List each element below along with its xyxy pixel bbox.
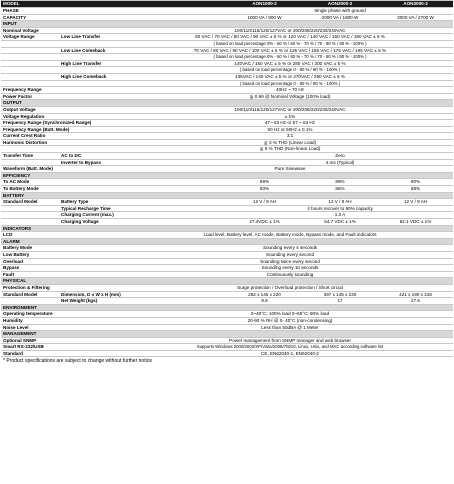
alarm-battery-row	[1, 245, 453, 252]
low-comeback-label: Low Line Comeback	[59, 47, 127, 54]
section-battery	[1, 192, 453, 199]
transfer-time-label: Transfer Time	[1, 153, 59, 160]
weight-1: 9.8	[227, 298, 302, 305]
op-temp-label: Operating temperature	[1, 311, 127, 318]
battery-type-row	[1, 199, 453, 206]
standard-row	[1, 350, 453, 357]
eff-batt-1: 83%	[227, 186, 302, 193]
snmp-row	[1, 337, 453, 344]
waveform-row	[1, 166, 453, 173]
recharge-label: Typical Recharge Time	[59, 205, 227, 212]
phase-label: PHASE	[1, 8, 227, 15]
harmonic-nonlinear: ≦ 6 % THD (Non-linear Load)	[127, 146, 453, 153]
section-alarm	[1, 238, 453, 245]
eff-ac-1: 88%	[227, 179, 302, 186]
battery-type-2: 12 V / 9 AH	[302, 199, 378, 206]
humidity-label: Humidity	[1, 317, 127, 324]
header-row	[1, 1, 453, 8]
section-physical	[1, 278, 453, 285]
physical-model-label: Standard Model	[1, 291, 59, 298]
charge-voltage-2: 54.7 VDC ± 1%	[302, 219, 378, 226]
alarm-battery-label: Battery Mode	[1, 245, 127, 252]
op-temp-value: 0~40°C; 100% load 0~55°C; 80% load	[127, 311, 453, 318]
harmonic-row	[1, 139, 453, 146]
capacity-3: 3000 VA / 2700 W	[378, 14, 453, 21]
alarm-bypass-label: Bypass	[1, 265, 127, 272]
section-management-title: MANAGEMENT	[1, 331, 453, 338]
alarm-battery-value: Sounding every 4 seconds	[127, 245, 453, 252]
high-transfer-value: 140VAC / 150 VAC ± 5 % or 280 VAC / 300 VAC ± 5 %	[127, 60, 453, 67]
voltage-regulation-label: Voltage Regulation	[1, 113, 127, 120]
lcd-label: LCD	[1, 232, 127, 239]
section-input-title: INPUT	[1, 21, 453, 28]
snmp-label: Optional SNMP	[1, 337, 127, 344]
standard-label: Standard	[1, 350, 127, 357]
standard-value: CE, EN62040-1, EN62040-2	[127, 350, 453, 357]
snmp-value: Power management from SNMP manager and web browser	[127, 337, 453, 344]
transfer-bypass-row	[1, 159, 453, 166]
weight-row	[1, 298, 453, 305]
alarm-bypass-row	[1, 265, 453, 272]
harmonic-row-2	[1, 146, 453, 153]
ac-to-dc-label: AC to DC	[59, 153, 127, 160]
capacity-2: 2000 VA / 1800 W	[302, 14, 378, 21]
crest-row	[1, 133, 453, 140]
voltage-regulation-row	[1, 113, 453, 120]
freq-batt-label: Frequency Range (Batt. Mode)	[1, 126, 127, 133]
high-comeback-note-row	[1, 80, 453, 87]
lcd-value: Load level, Battery level, AC mode, Battery mode, Bypass mode, and Fault indicators	[127, 232, 453, 239]
eff-batt-row	[1, 186, 453, 193]
inverter-bypass-value: 4 ms (Typical)	[227, 159, 453, 166]
inverter-bypass-label: Inverter to Bypass	[59, 159, 127, 166]
high-comeback-label: High Line Comeback	[59, 73, 127, 80]
alarm-overload-value: Sounding twice every second	[127, 258, 453, 265]
alarm-overload-row	[1, 258, 453, 265]
weight-2: 17	[302, 298, 378, 305]
lcd-row	[1, 232, 453, 239]
power-factor-value: ≧ 0.99 @ Nominal Voltage (100% load)	[127, 93, 453, 100]
alarm-overload-label: Overload	[1, 258, 127, 265]
section-alarm-title: ALARM	[1, 238, 453, 245]
eff-ac-3: 90%	[378, 179, 453, 186]
frequency-range-row	[1, 87, 453, 94]
high-transfer-row	[1, 60, 453, 67]
nominal-voltage-row	[1, 27, 453, 34]
battery-type-label: Battery Type	[59, 199, 227, 206]
charge-voltage-row	[1, 219, 453, 226]
charge-current-label: Charging Current (max.)	[59, 212, 227, 219]
nominal-voltage-label: Nominal Voltage	[1, 27, 127, 34]
charge-current-value: 1.0 A	[227, 212, 453, 219]
model-1: AON1000-2	[227, 1, 302, 8]
freq-batt-value: 50 Hz or 60Hz ± 0.1%	[127, 126, 453, 133]
alarm-fault-row	[1, 271, 453, 278]
battery-model-label: Standard Model	[1, 199, 59, 206]
crest-value: 3:1	[127, 133, 453, 140]
eff-ac-label: To AC Mode	[1, 179, 227, 186]
recharge-value: 4 hours recover to 90% capacity	[227, 205, 453, 212]
weight-3: 27.6	[378, 298, 453, 305]
alarm-fault-value: Continuously sounding	[127, 271, 453, 278]
transfer-acdc-row	[1, 153, 453, 160]
charge-voltage-1: 27.4VDC ± 1%	[227, 219, 302, 226]
low-transfer-note-row	[1, 40, 453, 47]
harmonic-label: Harmonic Distortion	[1, 139, 127, 146]
low-transfer-value: 60 VAC / 70 VAC / 80 VAC / 90 VAC ± 5 % or 120 VAC / 140 VAC / 160 VAC / 180 VAC ± 5 %	[127, 34, 453, 41]
protection-label: Protection & Filtering	[1, 284, 127, 291]
charge-voltage-label: Charging Voltage	[59, 219, 227, 226]
section-indicators	[1, 225, 453, 232]
noise-value: Less than 50dBA @ 1 Meter	[127, 324, 453, 331]
humidity-value: 20-90 % RH @ 0- 40°C (non-condensing)	[127, 317, 453, 324]
charge-current-row	[1, 212, 453, 219]
alarm-lowbatt-label: Low Battery	[1, 251, 127, 258]
phase-row	[1, 8, 453, 15]
capacity-label: CAPACITY	[1, 14, 227, 21]
section-environment	[1, 304, 453, 311]
alarm-lowbatt-row	[1, 251, 453, 258]
section-input	[1, 21, 453, 28]
spec-table	[1, 0, 453, 357]
nominal-voltage-value: 100/110/115/120/127VAC or 200/208/220/230/240VAC	[127, 27, 453, 34]
power-factor-row	[1, 93, 453, 100]
dimension-3: 421 x 190 x 318	[378, 291, 453, 298]
dimension-label: Dimension, D x W x H (mm)	[59, 291, 227, 298]
low-comeback-note-row	[1, 54, 453, 61]
high-comeback-note: ( based on load percentage 0 - 80 % / 80 % - 100% )	[127, 80, 453, 87]
section-efficiency-title: EFFICIENCY	[1, 172, 453, 179]
waveform-value: Pure Sinewave	[127, 166, 453, 173]
power-factor-label: Power Factor	[1, 93, 127, 100]
section-indicators-title: INDICATORS	[1, 225, 453, 232]
op-temp-row	[1, 311, 453, 318]
high-transfer-note-row	[1, 67, 453, 74]
freq-sync-row	[1, 120, 453, 127]
rs232-label: Smart RS-232/USB	[1, 344, 127, 351]
noise-label: Noise Level	[1, 324, 127, 331]
low-comeback-note: ( based on load percentage 0% - 60 % / 60 % - 70 % / 70 - 80 % / 80 % - 100% )	[127, 54, 453, 61]
footnote: * Product specifications are subject to change without further notice	[3, 358, 152, 365]
rs232-row	[1, 344, 453, 351]
charge-voltage-3: 82.1 VDC ± 1%	[378, 219, 453, 226]
ac-to-dc-value: Zero	[227, 153, 453, 160]
section-output	[1, 100, 453, 107]
protection-row	[1, 284, 453, 291]
crest-label: Current Crest Ratio	[1, 133, 127, 140]
output-voltage-row	[1, 106, 453, 113]
frequency-range-value: 40Hz ~ 70 Hz	[127, 87, 453, 94]
phase-value: Single phase with ground	[227, 8, 453, 15]
section-battery-title: BATTERY	[1, 192, 453, 199]
low-transfer-label: Low Line Transfer	[59, 34, 127, 41]
eff-batt-label: To Battery Mode	[1, 186, 227, 193]
dimension-1: 282 x 145 x 220	[227, 291, 302, 298]
voltage-range-label: Voltage Range	[1, 34, 59, 41]
humidity-row	[1, 317, 453, 324]
protection-value: Surge protection / Overload protection / Short circuit	[127, 284, 453, 291]
section-physical-title: PHYSICAL	[1, 278, 453, 285]
output-voltage-label: Output Voltage	[1, 106, 127, 113]
spec-sheet	[1, 0, 453, 364]
eff-ac-2: 89%	[302, 179, 378, 186]
low-comeback-row	[1, 47, 453, 54]
voltage-regulation-value: ± 1%	[127, 113, 453, 120]
weight-label: Net Weight (kgs)	[59, 298, 227, 305]
alarm-lowbatt-value: Sounding every second	[127, 251, 453, 258]
section-efficiency	[1, 172, 453, 179]
high-comeback-row	[1, 73, 453, 80]
section-output-title: OUTPUT	[1, 100, 453, 107]
eff-batt-2: 85%	[302, 186, 378, 193]
low-comeback-value: 70 VAC / 80 VAC / 90 VAC / 100 VAC ± 5 % or 135 VAC / 155 VAC / 175 VAC / 195 VAC ± 5 %	[127, 47, 453, 54]
battery-type-1: 12 V / 9 AH	[227, 199, 302, 206]
noise-row	[1, 324, 453, 331]
model-2: AON2000-2	[302, 1, 378, 8]
capacity-1: 1000 VA / 900 W	[227, 14, 302, 21]
frequency-range-label: Frequency Range	[1, 87, 127, 94]
model-label: MODEL	[1, 1, 227, 8]
freq-sync-label: Frequency Range (Synchronized Range)	[1, 120, 127, 127]
rs232-value: Supports Windows 2000/2003/XP/Vista/2008/7/8/10, Linux, Unix, and MAC according software list	[127, 344, 453, 351]
section-management	[1, 331, 453, 338]
dimension-row	[1, 291, 453, 298]
high-comeback-value: 135VAC / 140 VAC ± 5 % or 270VAC / 290 VAC ± 5 %	[127, 73, 453, 80]
model-3: AON3000-2	[378, 1, 453, 8]
harmonic-linear: ≦ 3 % THD (Linear Load)	[127, 139, 453, 146]
alarm-fault-label: Fault	[1, 271, 127, 278]
low-transfer-row	[1, 34, 453, 41]
battery-type-3: 12 V / 9 AH	[378, 199, 453, 206]
dimension-2: 397 x 145 x 220	[302, 291, 378, 298]
high-transfer-label: High Line Transfer	[59, 60, 127, 67]
section-environment-title: ENVIRONMENT	[1, 304, 453, 311]
output-voltage-value: 100/110/115/120/127VAC or 200/208/220/230/240VAC	[127, 106, 453, 113]
high-transfer-note: ( based on load percentage 0 - 80 % / 80 % - 100% )	[127, 67, 453, 74]
recharge-row	[1, 205, 453, 212]
freq-sync-value: 47~ 53 Hz or 57 ~ 63 Hz	[127, 120, 453, 127]
waveform-label: Waveform (Batt. Mode)	[1, 166, 127, 173]
alarm-bypass-value: Sounding every 10 seconds	[127, 265, 453, 272]
low-transfer-note: ( based on load percentage 0% - 60 % / 60 % - 70 % / 70 - 80 % / 80 % - 100% )	[127, 40, 453, 47]
eff-batt-3: 88%	[378, 186, 453, 193]
eff-ac-row	[1, 179, 453, 186]
capacity-row	[1, 14, 453, 21]
freq-batt-row	[1, 126, 453, 133]
